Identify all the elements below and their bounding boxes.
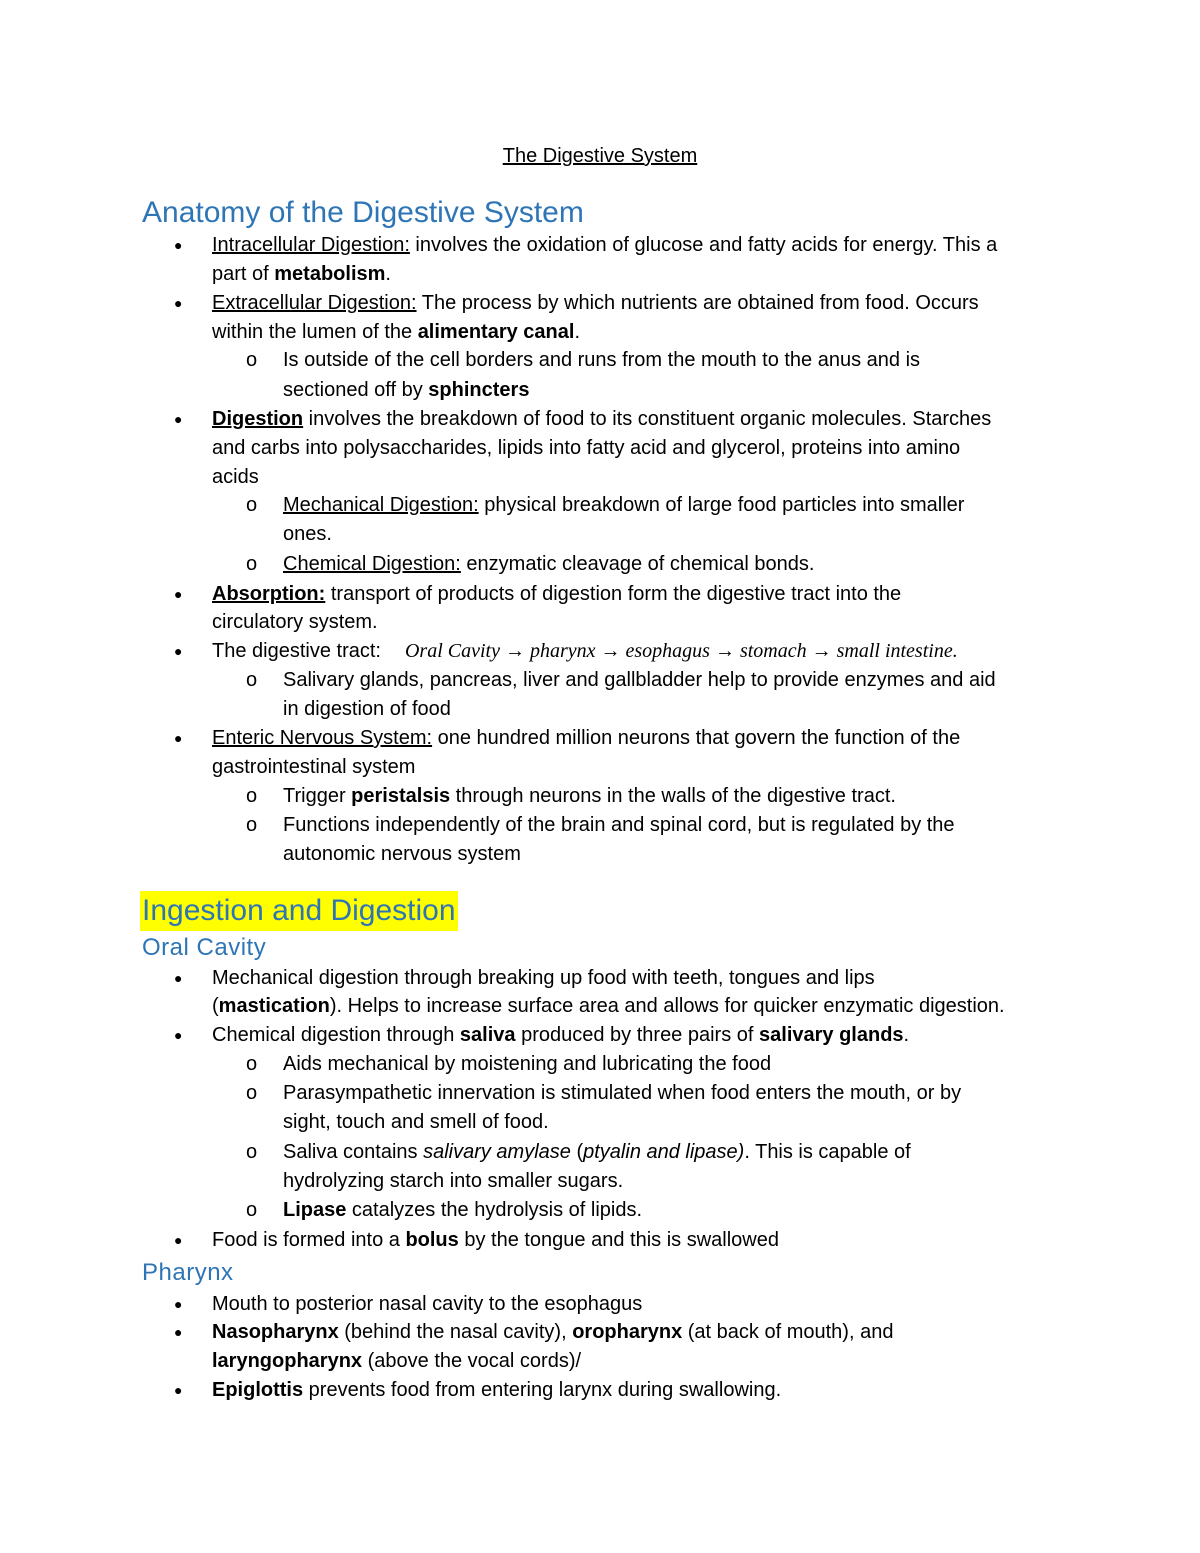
list-item-extracellular-cont: within the lumen of the alimentary canal. (212, 321, 580, 343)
sub-item-saliva: Saliva contains salivary amylase (ptyalin and lipase). This is capable of (283, 1141, 911, 1163)
sub-bullet-icon: o (246, 814, 258, 836)
sub-bullet-icon: o (246, 1082, 258, 1104)
list-item-nasopharynx-cont: laryngopharynx (above the vocal cords)/ (212, 1350, 582, 1372)
bullet-icon: ● (174, 586, 183, 602)
sub-item-independent: Functions independently of the brain and spinal cord, but is regulated by the (283, 814, 955, 836)
sub-bullet-icon: o (246, 1141, 258, 1163)
bullet-icon: ● (174, 1296, 183, 1312)
bullet-icon: ● (174, 295, 183, 311)
list-item-bolus: Food is formed into a bolus by the tongue and this is swallowed (212, 1229, 779, 1251)
sub-bullet-icon: o (246, 349, 258, 371)
sub-item-parasympathetic-cont: sight, touch and smell of food. (283, 1111, 549, 1133)
list-item-extracellular: Extracellular Digestion: The process by which nutrients are obtained from food. Occurs (212, 292, 979, 314)
sub-bullet-icon: o (246, 1199, 258, 1221)
list-item-digestion-cont: acids (212, 466, 259, 488)
bullet-icon: ● (174, 970, 183, 986)
sub-item-lumen: Is outside of the cell borders and runs from the mouth to the anus and is (283, 349, 921, 371)
sub-item-aids: Aids mechanical by moistening and lubricating the food (283, 1053, 772, 1075)
bullet-icon: ● (174, 1324, 183, 1340)
bullet-icon: ● (174, 237, 183, 253)
sub-item-parasympathetic: Parasympathetic innervation is stimulated when food enters the mouth, or by (283, 1082, 962, 1104)
sub-item-lumen-cont: sectioned off by sphincters (283, 379, 530, 401)
sub-item-glands-cont: in digestion of food (283, 698, 451, 720)
bullet-icon: ● (174, 1232, 183, 1248)
sub-bullet-icon: o (246, 553, 258, 575)
sub-bullet-icon: o (246, 785, 258, 807)
list-item-chemical: Chemical digestion through saliva produced by three pairs of salivary glands. (212, 1024, 910, 1046)
list-item-digestion: Digestion involves the breakdown of food to its constituent organic molecules. Starches (212, 408, 992, 430)
list-item-absorption: Absorption: transport of products of digestion form the digestive tract into the (212, 583, 902, 605)
sub-item-mechanical-cont: ones. (283, 523, 332, 545)
sub-bullet-icon: o (246, 1053, 258, 1075)
sub-bullet-icon: o (246, 669, 258, 691)
list-item-tract: The digestive tract: Oral Cavity → pharynx → esophagus → stomach → small intestine. (212, 640, 958, 662)
sub-item-mechanical: Mechanical Digestion: physical breakdown of large food particles into smaller (283, 494, 965, 516)
sub-item-chemical: Chemical Digestion: enzymatic cleavage of chemical bonds. (283, 553, 815, 575)
sub-item-independent-cont: autonomic nervous system (283, 843, 521, 865)
list-item-ens-cont: gastrointestinal system (212, 756, 416, 778)
list-item-intracellular: Intracellular Digestion: involves the oxidation of glucose and fatty acids for energy. This a (212, 234, 998, 256)
document-title: The Digestive System (502, 145, 698, 167)
bullet-icon: ● (174, 643, 183, 659)
heading-ingestion: Ingestion and Digestion (140, 891, 458, 931)
bullet-icon: ● (174, 730, 183, 746)
heading-anatomy: Anatomy of the Digestive System (142, 196, 584, 229)
heading-oral-cavity: Oral Cavity (142, 934, 267, 961)
bullet-icon: ● (174, 1027, 183, 1043)
list-item-intracellular-cont: part of metabolism. (212, 263, 391, 285)
bullet-icon: ● (174, 1382, 183, 1398)
sub-item-peristalsis: Trigger peristalsis through neurons in the walls of the digestive tract. (283, 785, 896, 807)
list-item-mechanical: Mechanical digestion through breaking up food with teeth, tongues and lips (212, 967, 875, 989)
sub-item-lipase: Lipase catalyzes the hydrolysis of lipids. (283, 1199, 643, 1221)
list-item-ens: Enteric Nervous System: one hundred million neurons that govern the function of the (212, 727, 961, 749)
sub-item-glands: Salivary glands, pancreas, liver and gallbladder help to provide enzymes and aid (283, 669, 996, 691)
sub-item-saliva-cont: hydrolyzing starch into smaller sugars. (283, 1170, 624, 1192)
list-item-epiglottis: Epiglottis prevents food from entering larynx during swallowing. (212, 1379, 782, 1401)
bullet-icon: ● (174, 411, 183, 427)
heading-pharynx: Pharynx (142, 1259, 234, 1286)
list-item-mouth: Mouth to posterior nasal cavity to the esophagus (212, 1293, 643, 1315)
list-item-absorption-cont: circulatory system. (212, 611, 378, 633)
list-item-mechanical-cont: (mastication). Helps to increase surface area and allows for quicker enzymatic digestion. (212, 995, 1005, 1017)
list-item-digestion-cont: and carbs into polysaccharides, lipids into fatty acid and glycerol, proteins into amino (212, 437, 961, 459)
list-item-nasopharynx: Nasopharynx (behind the nasal cavity), oropharynx (at back of mouth), and (212, 1321, 894, 1343)
sub-bullet-icon: o (246, 494, 258, 516)
